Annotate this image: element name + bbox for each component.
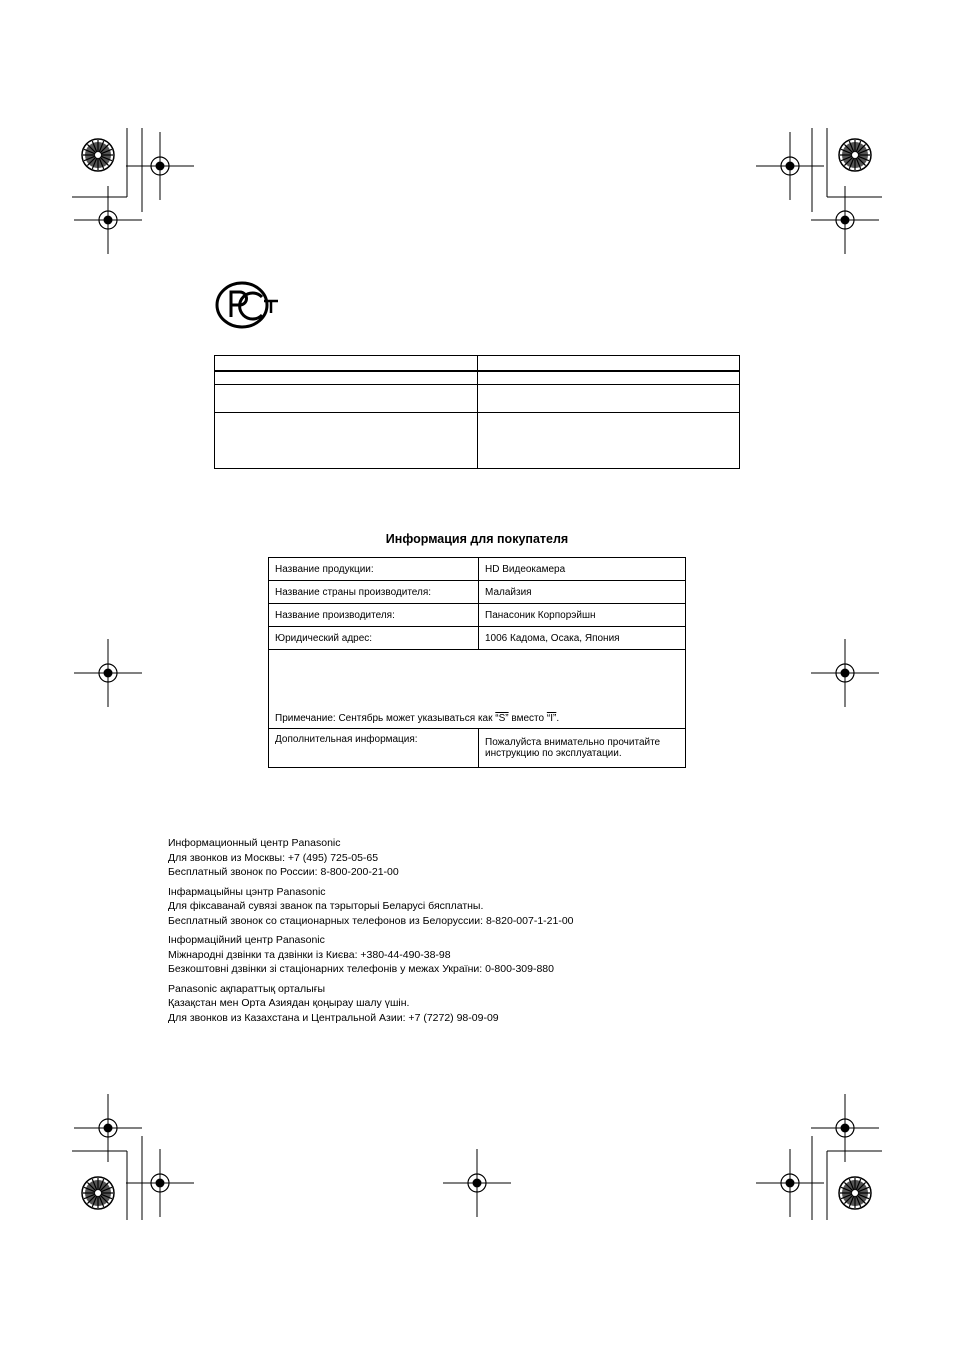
- row-value: Малайзия: [479, 581, 686, 604]
- pct-certification-logo-icon: [214, 280, 280, 330]
- note-row: [269, 650, 686, 729]
- table-row: [269, 604, 686, 627]
- note-mid: вместо: [508, 713, 547, 724]
- contact-line: Panasonic ақпараттық орталығы: [168, 982, 326, 995]
- row-label: Дополнительная информация:: [269, 729, 479, 768]
- row-value-line: инструкцию по эксплуатации.: [485, 748, 622, 759]
- row-label: Название продукции:: [269, 558, 479, 581]
- contact-group-kazakhstan: [168, 982, 574, 1026]
- row-value: [479, 729, 686, 768]
- table-row: [269, 627, 686, 650]
- buyer-info-title: Информация для покупателя: [385, 532, 569, 546]
- contact-line: Міжнародні дзвінки та дзвінки із Києва: +380-44-490-38-98: [168, 948, 451, 961]
- note-end: .: [556, 713, 560, 724]
- contact-line: Інформаційний центр Panasonic: [168, 934, 325, 946]
- contact-line: Для фіксаванай сувязі званок па тэрыторыі Беларусі бясплатны.: [168, 900, 484, 912]
- contact-group-russia: [168, 836, 574, 880]
- row-value: HD Видеокамера: [479, 558, 686, 581]
- row-value-line: Пожалуйста внимательно прочитайте: [485, 737, 661, 748]
- row-value: Панасоник Корпорэйшн: [479, 604, 686, 627]
- contact-line: Информационный центр Panasonic: [168, 837, 341, 849]
- contact-line: Бесплатный звонок со стационарных телефонов из Белоруссии: 8-820-007-1-21-00: [168, 914, 574, 927]
- contact-line: Безкоштовні дзвінки зі стаціонарних телефонів у межах України: 0-800-309-880: [168, 963, 554, 975]
- contact-info: [168, 836, 574, 1030]
- contact-line: Інфармацыйны цэнтр Panasonic: [168, 885, 326, 898]
- row-value: 1006 Кадома, Осака, Япония: [479, 627, 686, 650]
- table-row: [269, 558, 686, 581]
- row-label: Юридический адрес:: [269, 627, 479, 650]
- note-s: “S”: [495, 713, 509, 724]
- table-row: [269, 729, 686, 768]
- contact-group-belarus: [168, 885, 574, 929]
- contact-line: Қазақстан мен Орта Азиядан қоңырау шалу үшін.: [168, 997, 410, 1009]
- note-prefix: Примечание: Сентябрь может указываться как: [275, 713, 496, 724]
- note-cell: [269, 650, 686, 729]
- contact-line: Для звонков из Казахстана и Центральной Азии: +7 (7272) 98-09-09: [168, 1011, 499, 1024]
- buyer-info-table: [268, 557, 686, 768]
- certification-table: [214, 355, 740, 469]
- row-label: Название производителя:: [269, 604, 479, 627]
- table-row: [269, 581, 686, 604]
- contact-line: Бесплатный звонок по России: 8-800-200-21-00: [168, 866, 399, 878]
- contact-line: Для звонков из Москвы: +7 (495) 725-05-65: [168, 851, 379, 864]
- note-i: “I”: [546, 713, 557, 724]
- row-label: Название страны производителя:: [269, 581, 479, 604]
- contact-group-ukraine: [168, 933, 574, 977]
